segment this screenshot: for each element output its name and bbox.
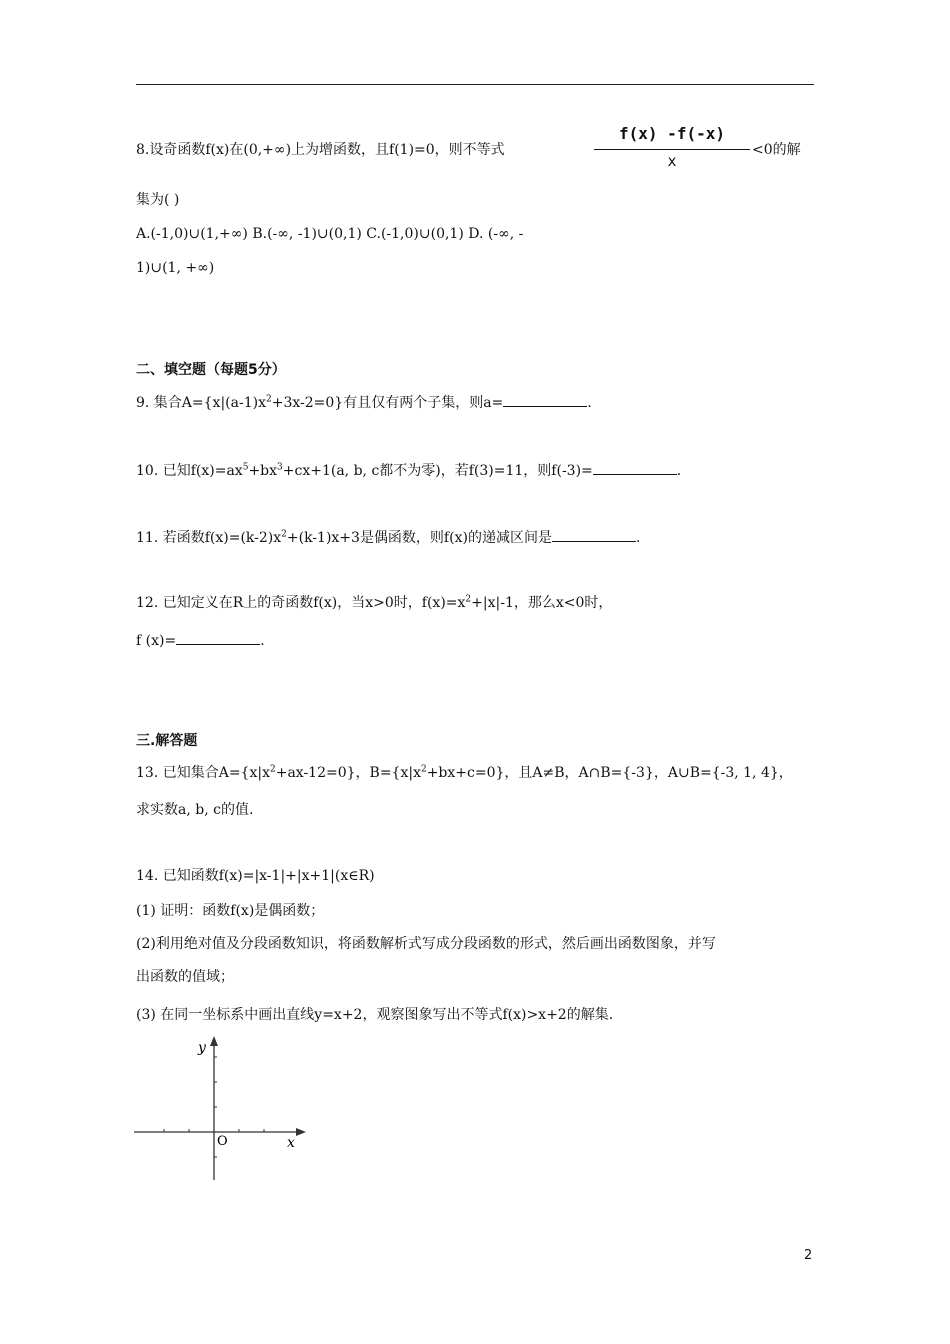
y-label: y [198, 1040, 206, 1056]
q10 [136, 460, 681, 481]
q12-end: . [260, 633, 265, 649]
q13-text3: +bx+c=0}，且A≠B，A∩B={-3}，A∪B={-3, 1, 4}， [426, 765, 793, 781]
q13-line1 [136, 763, 793, 783]
q10-sup2: 3 [277, 462, 283, 473]
q9-sup: 2 [265, 394, 272, 405]
q12-text: 12. 已知定义在R上的奇函数f(x)，当x>0时，f(x)=x [136, 595, 466, 611]
section3-heading: 三.解答题 [136, 733, 198, 749]
answer-blank[interactable] [552, 527, 636, 542]
q10-end: . [676, 463, 682, 479]
q9 [136, 392, 592, 413]
q8-options-2: 1)∪(1, +∞) [136, 260, 215, 276]
q9-end: . [587, 395, 592, 411]
q8-options-1: A.(-1,0)∪(1,+∞) B.(-∞, -1)∪(0,1) C.(-1,0)∪(0,1) D. (-∞, - [136, 226, 524, 242]
q14-part2a: (2)利用绝对值及分段函数知识，将函数解析式写成分段函数的形式，然后画出函数图象，并写 [136, 936, 716, 952]
q13-text: 13. 已知集合A={x|x [136, 765, 270, 781]
q13-sup1: 2 [269, 764, 276, 775]
y-axis-arrow [210, 1036, 218, 1046]
answer-blank[interactable] [593, 460, 677, 475]
q8-fraction [594, 124, 750, 170]
q9-text: 9. 集合A={x|(a-1)x [136, 395, 266, 411]
coordinate-axes-figure [130, 1030, 320, 1190]
q10-text2: +bx [248, 463, 278, 479]
q12-sup1: 2 [465, 594, 472, 605]
header-rule [136, 84, 814, 85]
fraction-bar [594, 149, 750, 150]
q13-sup2: 2 [420, 764, 427, 775]
q8-tail: <0的解 [752, 142, 801, 158]
q12-line2 [136, 630, 265, 651]
q13-text2: +ax-12=0}，B={x|x [275, 765, 421, 781]
q13-line2: 求实数a, b, c的值. [136, 802, 254, 818]
origin-label: O [217, 1134, 228, 1149]
q12-line1 [136, 593, 612, 613]
page-number: 2 [804, 1248, 813, 1263]
section2-heading: 二、填空题（每题5分） [136, 362, 286, 378]
q8-line2: 集为( ) [136, 192, 180, 208]
q12-text2: +|x|-1，那么x<0时， [471, 595, 613, 611]
q11-text: 11. 若函数f(x)=(k-2)x [136, 530, 282, 546]
answer-blank[interactable] [503, 392, 587, 407]
q11 [136, 527, 640, 548]
q14-part1: (1) 证明：函数f(x)是偶函数； [136, 903, 325, 919]
q11-text2: +(k-1)x+3是偶函数，则f(x)的递减区间是 [286, 530, 552, 546]
q8-line1 [136, 140, 505, 160]
q8-denominator: x [667, 152, 677, 170]
q8-text: 8.设奇函数f(x)在(0,+∞)上为增函数，且f(1)=0，则不等式 [136, 142, 505, 158]
q14-line1: 14. 已知函数f(x)=|x-1|+|x+1|(x∈R) [136, 868, 375, 884]
x-axis-arrow [296, 1128, 306, 1136]
q8-numerator: f(x) -f(-x) [619, 124, 725, 143]
q10-sup1: 5 [242, 462, 249, 473]
q14-part3: (3) 在同一坐标系中画出直线y=x+2，观察图象写出不等式f(x)>x+2的解集. [136, 1007, 614, 1023]
q9-text2: +3x-2=0}有且仅有两个子集，则a= [271, 395, 504, 411]
q11-end: . [635, 530, 641, 546]
q14-part2b: 出函数的值域； [136, 969, 234, 985]
q10-text3: +cx+1(a, b, c都不为零)，若f(3)=11，则f(-3)= [282, 463, 593, 479]
q12-text3: f (x)= [136, 633, 177, 649]
q11-sup1: 2 [281, 529, 287, 540]
answer-blank[interactable] [176, 630, 260, 645]
x-label: x [287, 1135, 295, 1151]
q10-text: 10. 已知f(x)=ax [136, 463, 243, 479]
